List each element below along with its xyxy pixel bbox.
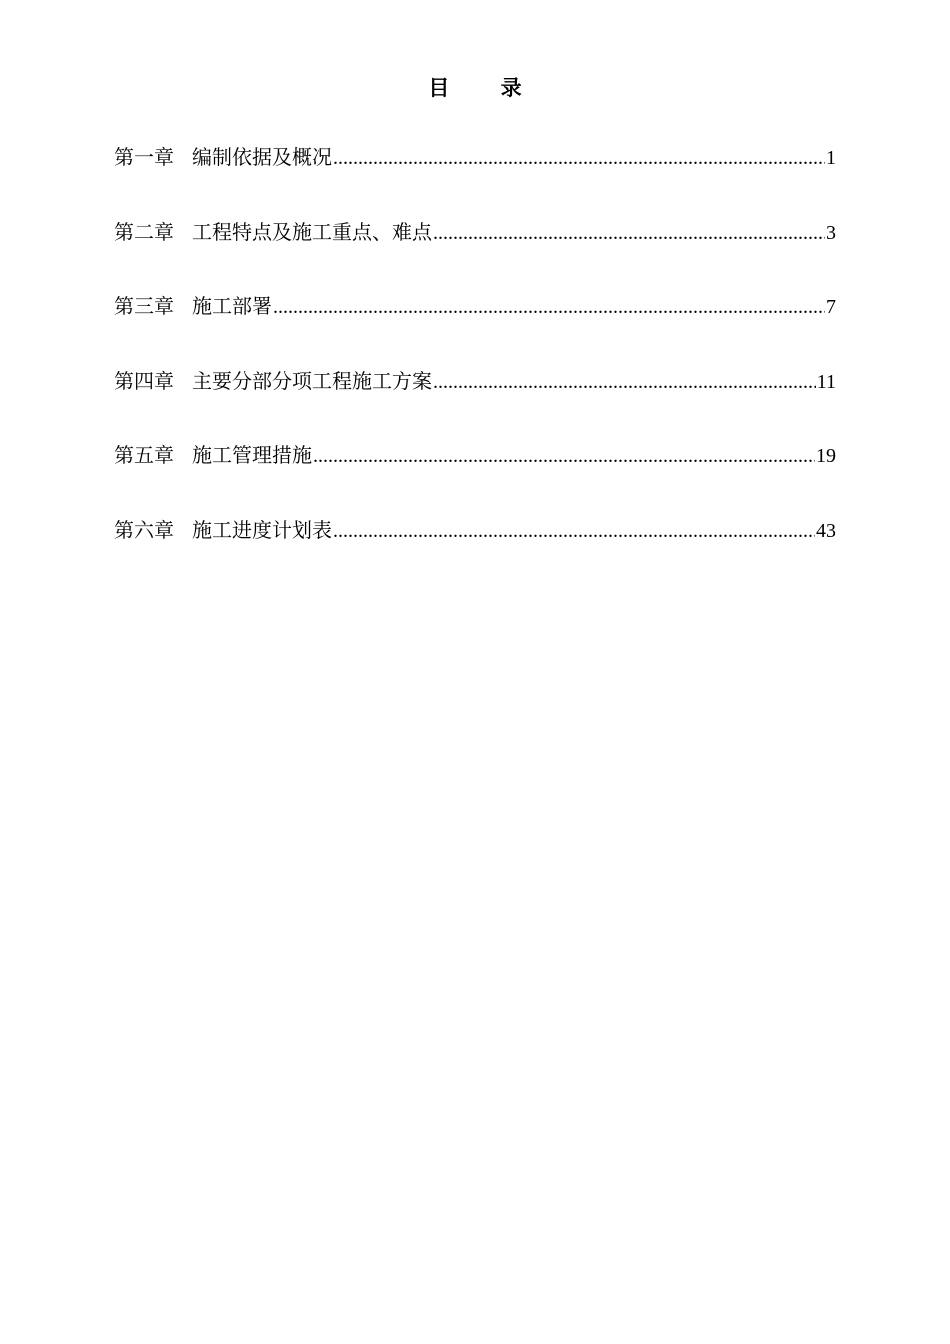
toc-dot-leader	[433, 368, 816, 396]
toc-page-number: 11	[816, 370, 836, 393]
toc-page-number: 19	[816, 445, 836, 467]
toc-dot-leader	[333, 517, 815, 545]
toc-chapter-title: 施工管理措施	[192, 443, 312, 467]
toc-dot-leader	[433, 219, 825, 247]
toc-chapter-title: 编制依据及概况	[192, 145, 332, 169]
toc-chapter-number: 第四章	[114, 368, 174, 393]
toc-chapter-title: 施工进度计划表	[192, 517, 332, 542]
toc-chapter-title: 施工部署	[192, 294, 272, 318]
toc-title: 目 录	[428, 76, 544, 100]
toc-entry-chapter-1[interactable]	[114, 143, 836, 218]
toc-dot-leader	[313, 442, 815, 470]
toc-page-number: 1	[826, 147, 836, 169]
toc-page-number: 7	[826, 296, 836, 318]
toc-dot-leader	[273, 293, 825, 321]
toc-chapter-title: 主要分部分项工程施工方案	[192, 368, 432, 393]
toc-chapter-number: 第五章	[114, 443, 174, 467]
toc-chapter-number: 第一章	[114, 145, 174, 169]
toc-entry-chapter-6[interactable]	[114, 516, 836, 591]
toc-chapter-number: 第六章	[114, 517, 174, 542]
toc-chapter-title: 工程特点及施工重点、难点	[192, 219, 432, 244]
toc-chapter-number: 第三章	[114, 294, 174, 318]
toc-page-number: 3	[826, 221, 836, 244]
toc-chapter-number: 第二章	[114, 219, 174, 244]
toc-dot-leader	[333, 144, 825, 172]
toc-entry-chapter-3[interactable]	[114, 292, 836, 367]
toc-entry-chapter-4[interactable]	[114, 367, 836, 442]
toc-entry-chapter-2[interactable]	[114, 218, 836, 293]
toc-entry-chapter-5[interactable]	[114, 441, 836, 516]
toc-list	[114, 143, 836, 590]
toc-page-number: 43	[816, 519, 836, 542]
